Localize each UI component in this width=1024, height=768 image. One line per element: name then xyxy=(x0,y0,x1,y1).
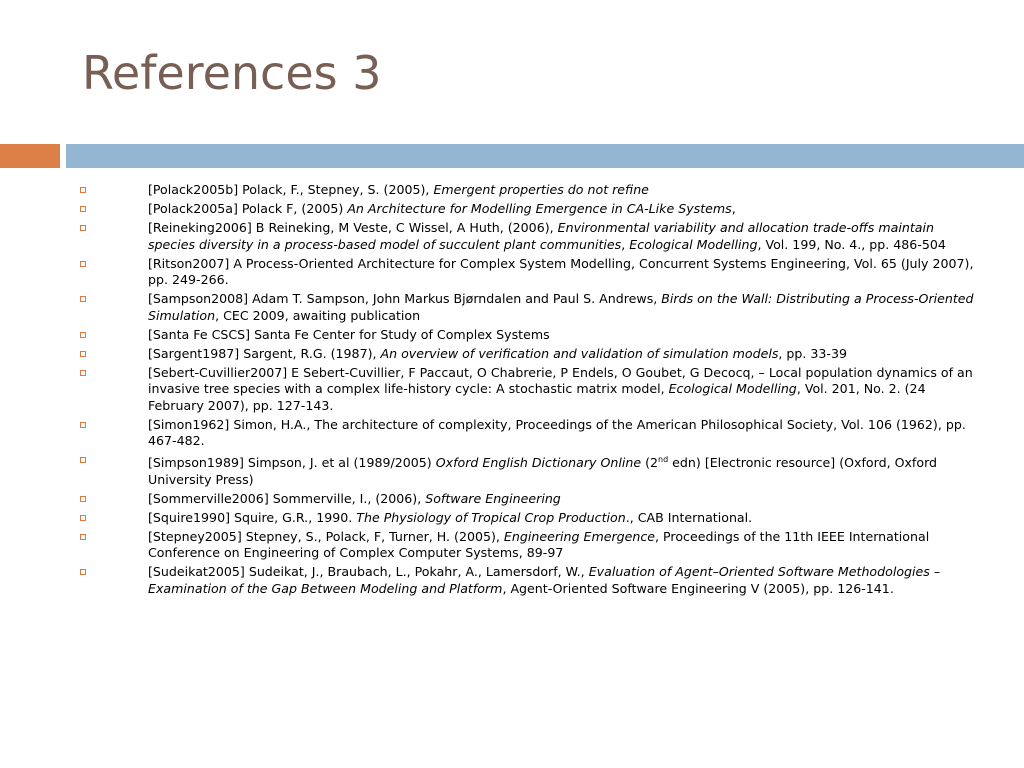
reference-item xyxy=(80,564,980,597)
reference-text: [Sommerville2006] Sommerville, I., (2006), xyxy=(148,490,426,506)
orange-accent-band xyxy=(0,144,60,168)
reference-text: , Agent-Oriented Software Engineering V (2005), pp. 126-141. xyxy=(502,580,894,596)
reference-text: [Simpson1989] Simpson, J. et al (1989/2005) xyxy=(148,455,436,471)
reference-text: [Simon1962] Simon, H.A., The architecture of complexity, Proceedings of the American Philosophical Society, Vol. 106 (1962), pp. 467-482. xyxy=(148,416,966,448)
square-bullet-icon xyxy=(80,296,86,302)
square-bullet-icon xyxy=(80,261,86,267)
reference-text: , CEC 2009, awaiting publication xyxy=(215,307,421,323)
square-bullet-icon xyxy=(80,206,86,212)
reference-text: [Polack2005a] Polack F, (2005) xyxy=(148,201,348,216)
reference-text: [Sargent1987] Sargent, R.G. (1987), xyxy=(148,345,381,361)
reference-italic-text: An Architecture for Modelling Emergence in CA-Like Systems xyxy=(347,201,732,216)
reference-text: , Vol. 199, No. 4., pp. 486-504 xyxy=(757,236,946,252)
square-bullet-icon xyxy=(80,370,86,376)
reference-item xyxy=(80,182,980,199)
reference-italic-text: Environmental variability and allocation trade-offs maintain species diversity in a process-based model of succulent plant communities xyxy=(148,220,934,252)
reference-item xyxy=(80,346,980,363)
reference-italic-text: Engineering Emergence xyxy=(503,528,656,544)
reference-text: [Squire1990] Squire, G.R., 1990. xyxy=(148,509,357,525)
blue-accent-band xyxy=(66,144,1024,168)
reference-item xyxy=(80,417,980,450)
square-bullet-icon xyxy=(80,457,86,463)
reference-item xyxy=(80,201,980,218)
square-bullet-icon xyxy=(80,496,86,502)
reference-text: [Polack2005b] Polack, F., Stepney, S. (2005), xyxy=(148,182,434,197)
reference-text: [Reineking2006] B Reineking, M Veste, C Wissel, A Huth, (2006), xyxy=(148,220,558,235)
reference-italic-text: Emergent properties do not refine xyxy=(433,182,649,197)
reference-italic-text: Oxford English Dictionary Online xyxy=(435,455,642,471)
reference-italic-text: An overview of verification and validation of simulation models xyxy=(380,345,779,361)
square-bullet-icon xyxy=(80,187,86,193)
reference-text: , Vol. 201, No. 2. (24 February 2007), pp. 127-143. xyxy=(148,381,926,413)
reference-text: [Sudeikat2005] Sudeikat, J., Braubach, L., Pokahr, A., Lamersdorf, W., xyxy=(148,564,589,580)
reference-text: ., CAB International. xyxy=(625,509,753,525)
reference-text: [Sampson2008] Adam T. Sampson, John Markus Bjørndalen and Paul S. Andrews, xyxy=(148,291,662,306)
reference-item xyxy=(80,256,980,289)
reference-italic-text: Evaluation of Agent–Oriented Software Methodologies – Examination of the Gap Between Modeling and Platform xyxy=(148,564,941,596)
reference-text: , pp. 33-39 xyxy=(778,345,847,361)
reference-item xyxy=(80,510,980,527)
reference-italic-text: Ecological Modelling xyxy=(629,236,758,252)
square-bullet-icon xyxy=(80,534,86,540)
reference-text: , xyxy=(621,236,630,252)
slide-title: References 3 xyxy=(82,46,382,100)
reference-text: [Stepney2005] Stepney, S., Polack, F, Turner, H. (2005), xyxy=(148,528,504,544)
reference-italic-text: Ecological Modelling xyxy=(668,381,797,396)
reference-item xyxy=(80,529,980,562)
reference-list xyxy=(80,182,980,600)
square-bullet-icon xyxy=(80,332,86,338)
reference-text: [Santa Fe CSCS] Santa Fe Center for Study of Complex Systems xyxy=(148,326,550,342)
reference-item xyxy=(80,365,980,415)
reference-text: nd xyxy=(658,455,669,464)
reference-text: [Ritson2007] A Process-Oriented Architecture for Complex System Modelling, Concurrent Systems Engineering, Vol. 65 (July 2007), pp. 249-266. xyxy=(148,255,974,287)
reference-italic-text: The Physiology of Tropical Crop Production xyxy=(356,509,626,525)
square-bullet-icon xyxy=(80,225,86,231)
reference-text: , xyxy=(731,201,736,216)
reference-item xyxy=(80,220,980,253)
reference-text: , Proceedings of the 11th IEEE International Conference on Engineering of Complex Computer Systems, 89-97 xyxy=(148,528,930,561)
square-bullet-icon xyxy=(80,515,86,521)
reference-italic-text: Birds on the Wall: Distributing a Process-Oriented Simulation xyxy=(148,291,974,323)
square-bullet-icon xyxy=(80,569,86,575)
square-bullet-icon xyxy=(80,351,86,357)
square-bullet-icon xyxy=(80,422,86,428)
reference-item xyxy=(80,491,980,508)
reference-item xyxy=(80,452,980,488)
reference-text: (2 xyxy=(641,455,659,471)
reference-text: [Sebert-Cuvillier2007] E Sebert-Cuvillier, F Paccaut, O Chabrerie, P Endels, O Goubet, G Decocq, – Local population dynamics of an invasive tree species with a complex life-history cycle: A stochastic matrix model, xyxy=(148,364,973,396)
reference-item xyxy=(80,291,980,324)
reference-text: edn) [Electronic resource] (Oxford, Oxford University Press) xyxy=(148,455,938,487)
reference-item xyxy=(80,327,980,344)
reference-italic-text: Software Engineering xyxy=(425,490,561,506)
